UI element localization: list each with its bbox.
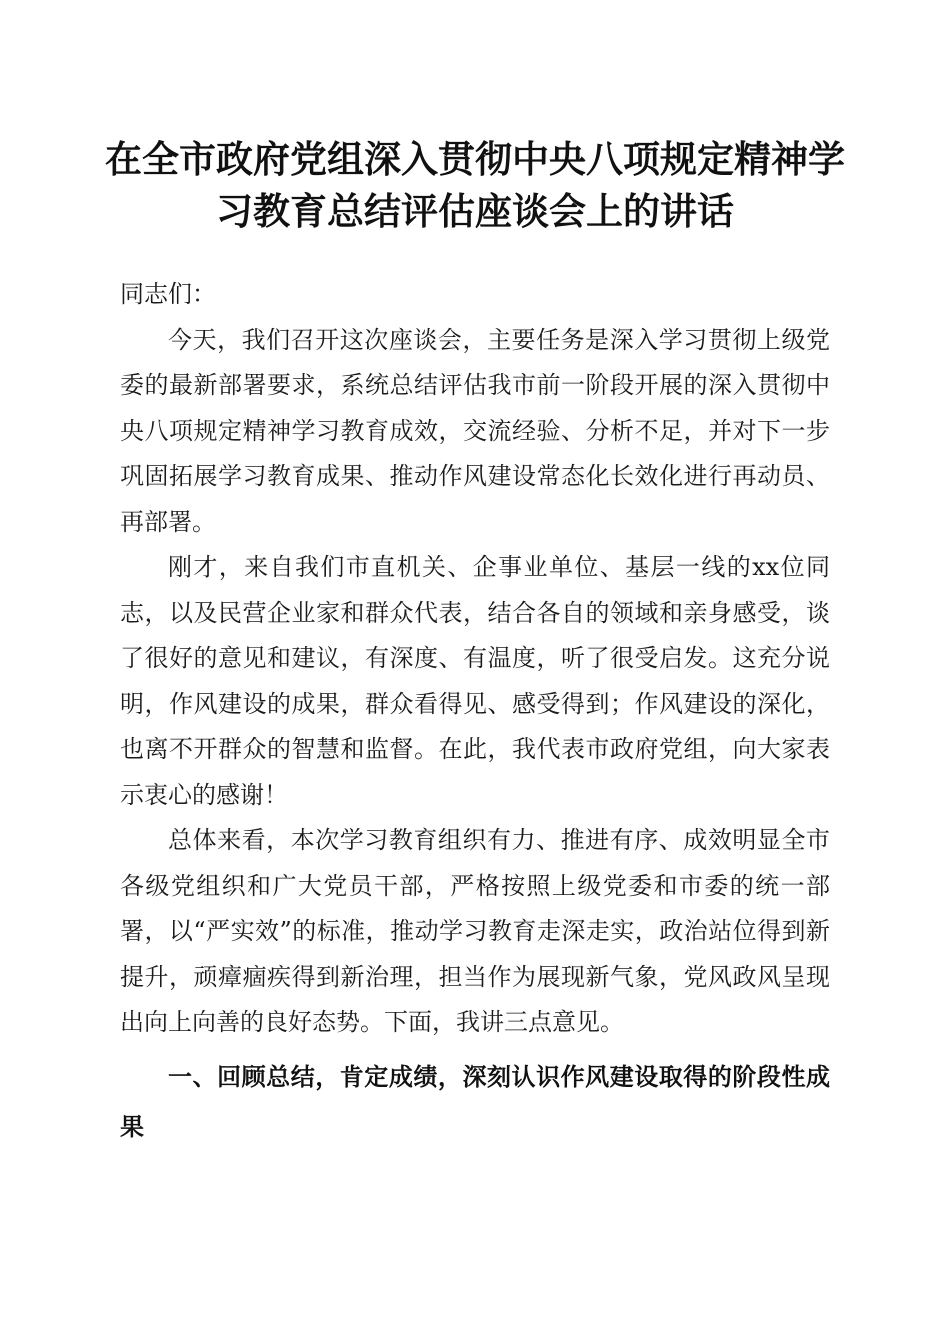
greeting: 同志们： xyxy=(120,280,216,308)
title-line-1: 在全市政府党组深入贯彻中央八项规定精神学 xyxy=(105,137,845,181)
paragraph-3: 总体来看，本次学习教育组织有力、推进有序、成效明显全市各级党组织和广大党员干部，严格按照上级党委和市委的统一部署，以“严实效”的标准，推动学习教育走深走实，政治站位得到新提升，顽瘴痼疾得到新治理，担当作为展现新气象，党风政风呈现出向上向善的良好态势。下面，我讲三点意见。 xyxy=(120,826,830,1036)
section-heading-1: 一、回顾总结，肯定成绩，深刻认识作风建设取得的阶段性成果 xyxy=(120,1062,830,1141)
paragraph-1: 今天，我们召开这次座谈会，主要任务是深入学习贯彻上级党委的最新部署要求，系统总结评估我市前一阶段开展的深入贯彻中央八项规定精神学习教育成效，交流经验、分析不足，并对下一步巩固拓展学习教育成果、推动作风建设常态化长效化进行再动员、再部署。 xyxy=(120,325,830,536)
document-title xyxy=(100,133,850,237)
paragraph-2: 刚才，来自我们市直机关、企事业单位、基层一线的xx位同志，以及民营企业家和群众代表，结合各自的领域和亲身感受，谈了很好的意见和建议，有深度、有温度，听了很受启发。这充分说明，作风建设的成果，群众看得见、感受得到；作风建设的深化，也离不开群众的智慧和监督。在此，我代表市政府党组，向大家表示衷心的感谢！ xyxy=(120,553,830,809)
document-body xyxy=(120,272,830,1152)
title-line-2: 习教育总结评估座谈会上的讲话 xyxy=(216,189,734,233)
